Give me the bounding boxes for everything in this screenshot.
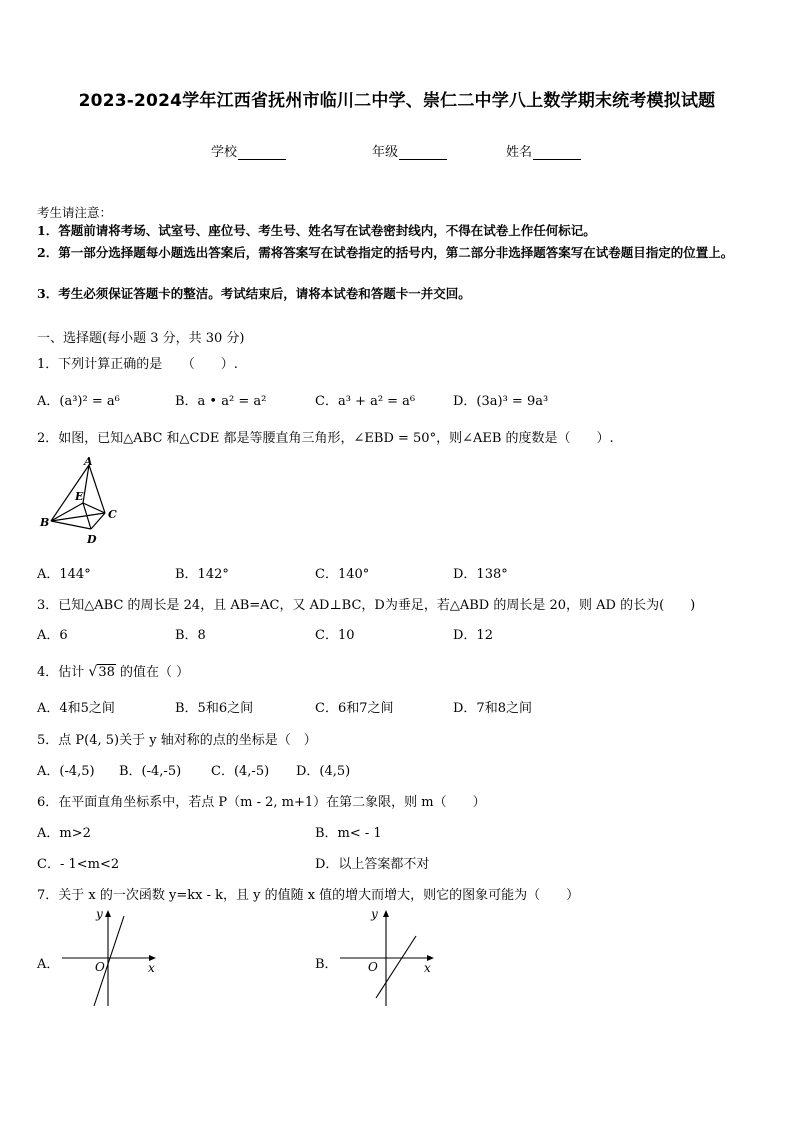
triangle-figure [37, 455, 127, 547]
label-c: C [108, 508, 117, 521]
label-e: E [75, 490, 84, 503]
q6-option-d[interactable]: D．以上答案都不对 [315, 857, 430, 872]
sqrt-symbol: √ [88, 664, 98, 680]
q5-option-a[interactable]: A．(-4,5) [37, 764, 95, 779]
graph-b-x-label: x [424, 961, 431, 975]
q3-option-d[interactable]: D．12 [453, 628, 493, 643]
school-blank[interactable] [238, 147, 286, 160]
notice-heading: 考生请注意： [37, 205, 113, 220]
label-d: D [87, 533, 97, 546]
grade-blank[interactable] [399, 147, 447, 160]
q3-option-a[interactable]: A．6 [37, 628, 68, 643]
school-field[interactable] [211, 141, 286, 160]
q7-graph-b[interactable] [336, 906, 440, 1010]
q2-option-d[interactable]: D．138° [453, 567, 508, 582]
question-1-stem: 1．下列计算正确的是 （ ）. [37, 357, 238, 372]
q1-option-b[interactable]: B．a • a² = a² [175, 394, 267, 409]
q4-stem-prefix: 4．估计 [37, 665, 89, 680]
name-field[interactable] [506, 141, 581, 160]
grade-label: 年级 [372, 145, 399, 160]
q3-option-b[interactable]: B．8 [175, 628, 206, 643]
q6-option-c[interactable]: C．- 1<m<2 [37, 857, 120, 872]
notice-item: 2．第一部分选择题每小题选出答案后，需将答案写在试卷指定的括号内，第二部分非选择题答案写在试卷题目指定的位置上。 [37, 245, 734, 260]
label-b: B [40, 516, 50, 529]
q1-option-d[interactable]: D．(3a)³ = 9a³ [453, 394, 549, 409]
q2-option-c[interactable]: C．140° [315, 567, 370, 582]
label-a: A [84, 455, 93, 468]
q7-graph-a[interactable] [58, 906, 162, 1010]
q3-option-c[interactable]: C．10 [315, 628, 355, 643]
notice-item: 1．答题前请将考场、试室号、座位号、考生号、姓名写在试卷密封线内，不得在试卷上作任何标记。 [37, 223, 596, 238]
school-label: 学校 [211, 145, 238, 160]
q4-option-a[interactable]: A．4和5之间 [37, 701, 115, 716]
question-4-stem [37, 661, 189, 680]
q2-option-a[interactable]: A．144° [37, 567, 91, 582]
q4-option-b[interactable]: B．5和6之间 [175, 701, 254, 716]
question-3-stem: 3．已知△ABC 的周长是 24，且 AB=AC，又 AD⊥BC，D为垂足，若△ABD 的周长是 20，则 AD 的长为( ) [37, 598, 696, 613]
question-2-stem: 2．如图，已知△ABC 和△CDE 都是等腰直角三角形，∠EBD = 50°，则∠AEB 的度数是（ ）. [37, 431, 614, 446]
q4-stem-suffix: 的值在（ ） [115, 665, 190, 680]
question-6-stem: 6．在平面直角坐标系中，若点 P（m - 2, m+1）在第二象限，则 m（ ） [37, 795, 486, 810]
name-label: 姓名 [506, 145, 533, 160]
q4-radicand: 38 [98, 665, 115, 680]
graph-b-y-label: y [371, 907, 378, 921]
graph-a-x-label: x [148, 961, 155, 975]
page-title: 2023-2024学年江西省抚州市临川二中学、崇仁二中学八上数学期末统考模拟试题 [78, 91, 716, 111]
graph-a-y-label: y [96, 907, 103, 921]
q4-option-c[interactable]: C．6和7之间 [315, 701, 394, 716]
q5-option-c[interactable]: C．(4,-5) [211, 764, 270, 779]
q5-option-d[interactable]: D．(4,5) [296, 764, 351, 779]
notice-item: 3．考生必须保证答题卡的整洁。考试结束后，请将本试卷和答题卡一并交回。 [37, 286, 471, 301]
grade-field[interactable] [372, 141, 447, 160]
q5-option-b[interactable]: B．(-4,-5) [119, 764, 182, 779]
graph-b-origin-label: O [368, 960, 378, 974]
question-5-stem: 5．点 P(4, 5)关于 y 轴对称的点的坐标是（ ） [37, 733, 317, 748]
q6-option-a[interactable]: A．m>2 [37, 826, 91, 841]
section-heading: 一、选择题(每小题 3 分，共 30 分) [37, 331, 245, 346]
q1-option-a[interactable]: A．(a³)² = a⁶ [37, 394, 120, 409]
q4-option-d[interactable]: D．7和8之间 [453, 701, 532, 716]
graph-a-origin-label: O [95, 960, 105, 974]
q6-option-b[interactable]: B．m< - 1 [315, 826, 382, 841]
q2-option-b[interactable]: B．142° [175, 567, 229, 582]
q7-option-b[interactable]: B． [315, 957, 338, 972]
name-blank[interactable] [533, 147, 581, 160]
q7-option-a[interactable]: A． [37, 957, 60, 972]
question-7-stem: 7．关于 x 的一次函数 y=kx - k，且 y 的值随 x 值的增大而增大，则它的图象可能为（ ） [37, 888, 580, 903]
q1-option-c[interactable]: C．a³ + a² = a⁶ [315, 394, 416, 409]
